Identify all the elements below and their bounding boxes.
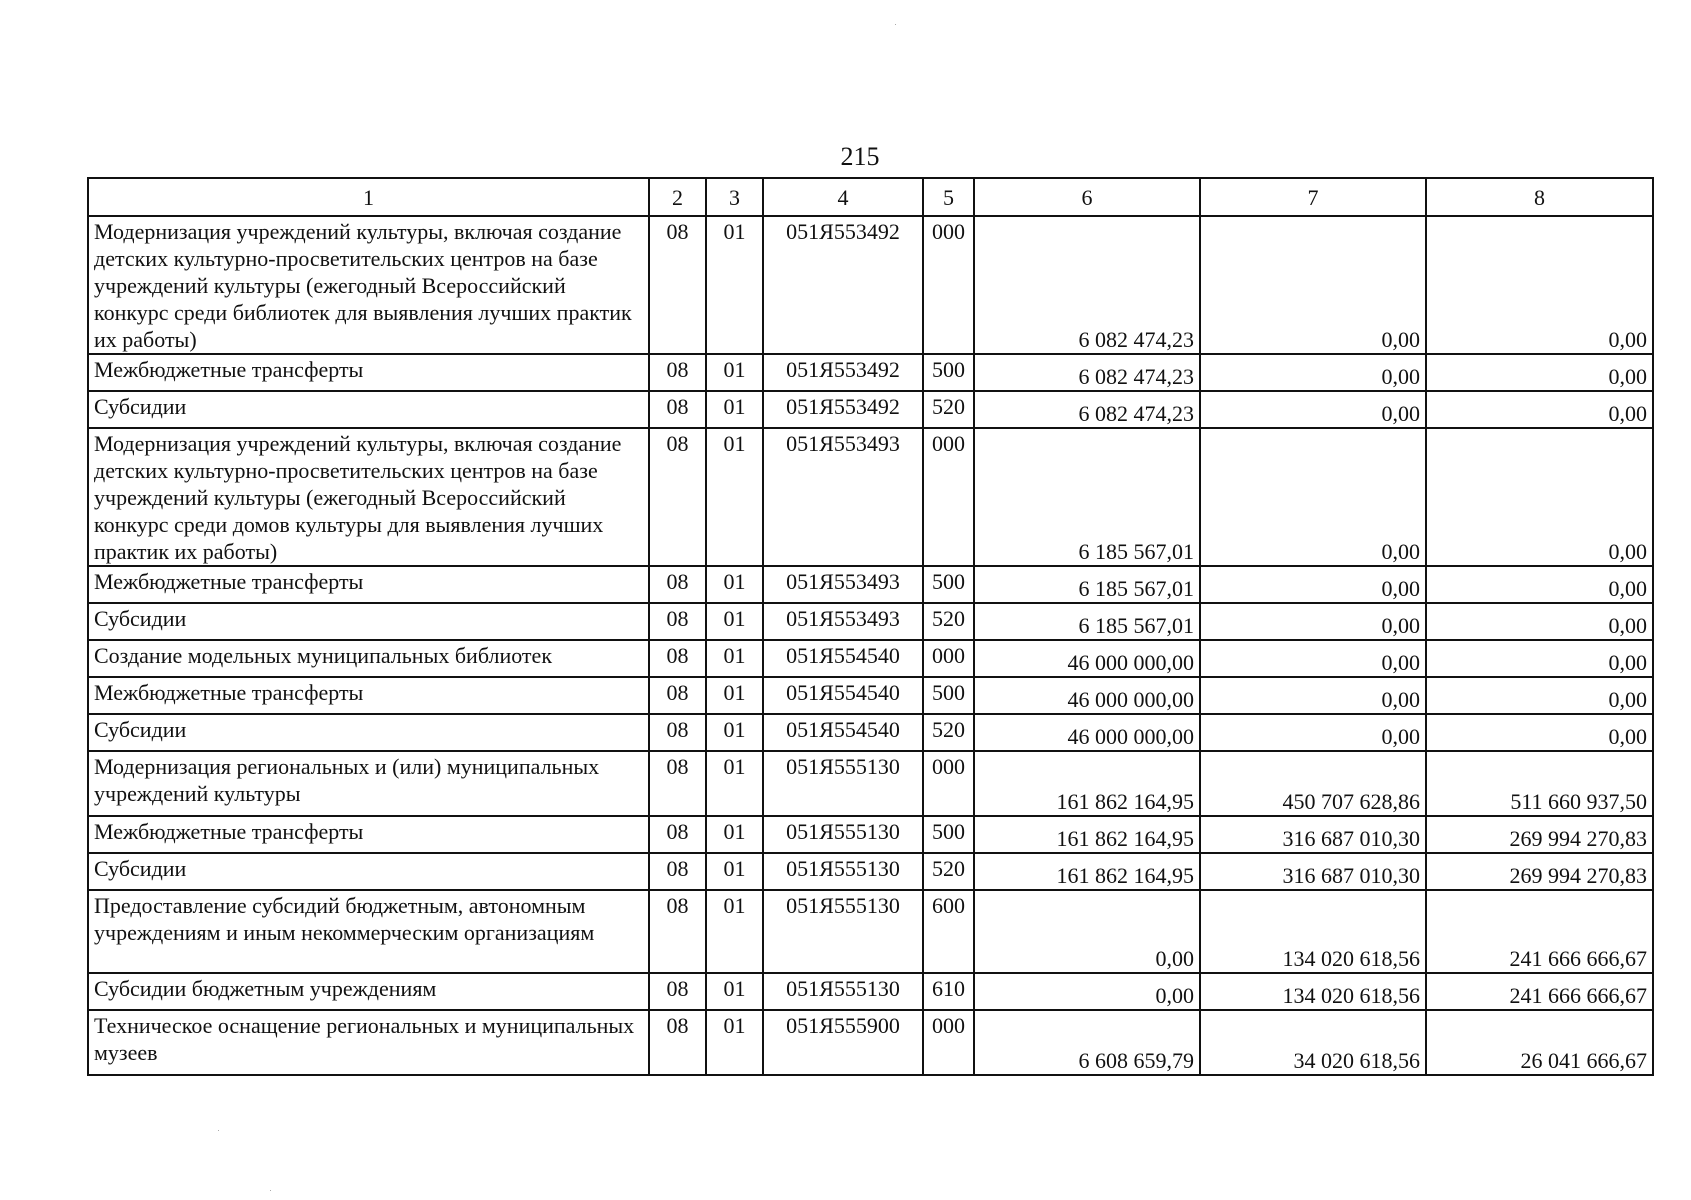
row-amount-7: 0,00 (1200, 354, 1426, 391)
row-subsection: 01 (706, 1010, 763, 1075)
table-row (88, 603, 1653, 640)
row-expense-type: 500 (923, 566, 974, 603)
row-expense-type: 000 (923, 216, 974, 354)
row-amount-6: 6 185 567,01 (974, 566, 1200, 603)
row-amount-6: 46 000 000,00 (974, 677, 1200, 714)
row-amount-6: 161 862 164,95 (974, 751, 1200, 816)
row-name: Предоставление субсидий бюджетным, автономным учреждениям и иным некоммерческим организациям (88, 890, 649, 973)
row-subsection: 01 (706, 428, 763, 566)
row-subsection: 01 (706, 816, 763, 853)
row-name: Модернизация учреждений культуры, включая создание детских культурно-просветительских центров на базе учреждений культуры (ежегодный Всероссийский конкурс среди домов культуры для выявления лучших практик их работы) (88, 428, 649, 566)
row-name: Межбюджетные трансферты (88, 816, 649, 853)
row-expense-type: 520 (923, 603, 974, 640)
row-expense-type: 000 (923, 1010, 974, 1075)
row-amount-8: 0,00 (1426, 566, 1653, 603)
row-amount-7: 0,00 (1200, 640, 1426, 677)
row-name: Субсидии (88, 714, 649, 751)
row-name: Создание модельных муниципальных библиотек (88, 640, 649, 677)
row-amount-6: 0,00 (974, 973, 1200, 1010)
table-row (88, 890, 1653, 973)
row-subsection: 01 (706, 640, 763, 677)
row-section: 08 (649, 853, 706, 890)
row-amount-7: 0,00 (1200, 391, 1426, 428)
scan-speck (218, 1130, 219, 1131)
row-amount-7: 0,00 (1200, 566, 1426, 603)
row-amount-6: 46 000 000,00 (974, 714, 1200, 751)
row-amount-7: 0,00 (1200, 216, 1426, 354)
row-amount-6: 46 000 000,00 (974, 640, 1200, 677)
row-amount-7: 316 687 010,30 (1200, 816, 1426, 853)
row-target-code: 051Я555130 (763, 853, 923, 890)
row-target-code: 051Я555130 (763, 973, 923, 1010)
row-name: Модернизация учреждений культуры, включая создание детских культурно-просветительских центров на базе учреждений культуры (ежегодный Всероссийский конкурс среди библиотек для выявления лучших практик их работы) (88, 216, 649, 354)
row-amount-8: 269 994 270,83 (1426, 853, 1653, 890)
row-section: 08 (649, 216, 706, 354)
table-row (88, 428, 1653, 566)
row-expense-type: 500 (923, 354, 974, 391)
table-row (88, 354, 1653, 391)
scan-speck (270, 1190, 271, 1191)
row-target-code: 051Я553493 (763, 566, 923, 603)
row-expense-type: 600 (923, 890, 974, 973)
row-amount-8: 0,00 (1426, 640, 1653, 677)
row-amount-6: 161 862 164,95 (974, 853, 1200, 890)
row-amount-8: 0,00 (1426, 603, 1653, 640)
row-target-code: 051Я553493 (763, 603, 923, 640)
table-row (88, 391, 1653, 428)
row-subsection: 01 (706, 216, 763, 354)
row-subsection: 01 (706, 890, 763, 973)
row-expense-type: 610 (923, 973, 974, 1010)
header-cell: 3 (706, 178, 763, 216)
row-expense-type: 520 (923, 853, 974, 890)
row-subsection: 01 (706, 603, 763, 640)
row-expense-type: 000 (923, 428, 974, 566)
row-expense-type: 000 (923, 751, 974, 816)
row-amount-8: 269 994 270,83 (1426, 816, 1653, 853)
header-cell: 5 (923, 178, 974, 216)
header-cell: 7 (1200, 178, 1426, 216)
row-subsection: 01 (706, 391, 763, 428)
row-target-code: 051Я554540 (763, 677, 923, 714)
row-section: 08 (649, 1010, 706, 1075)
header-cell: 4 (763, 178, 923, 216)
row-amount-7: 134 020 618,56 (1200, 973, 1426, 1010)
row-section: 08 (649, 603, 706, 640)
budget-table (87, 177, 1654, 1076)
row-target-code: 051Я554540 (763, 714, 923, 751)
row-section: 08 (649, 714, 706, 751)
table-row (88, 816, 1653, 853)
row-amount-8: 26 041 666,67 (1426, 1010, 1653, 1075)
row-expense-type: 000 (923, 640, 974, 677)
row-section: 08 (649, 890, 706, 973)
row-amount-6: 6 185 567,01 (974, 428, 1200, 566)
row-name: Субсидии (88, 853, 649, 890)
table-row (88, 714, 1653, 751)
row-target-code: 051Я553493 (763, 428, 923, 566)
header-row (88, 178, 1653, 216)
row-amount-8: 0,00 (1426, 677, 1653, 714)
scan-speck (895, 24, 896, 25)
row-expense-type: 520 (923, 714, 974, 751)
row-section: 08 (649, 640, 706, 677)
row-section: 08 (649, 391, 706, 428)
row-target-code: 051Я555130 (763, 751, 923, 816)
row-name: Субсидии (88, 603, 649, 640)
row-subsection: 01 (706, 853, 763, 890)
header-cell: 6 (974, 178, 1200, 216)
row-amount-6: 0,00 (974, 890, 1200, 973)
row-amount-8: 241 666 666,67 (1426, 890, 1653, 973)
row-amount-8: 241 666 666,67 (1426, 973, 1653, 1010)
row-section: 08 (649, 566, 706, 603)
row-name: Модернизация региональных и (или) муниципальных учреждений культуры (88, 751, 649, 816)
row-amount-7: 0,00 (1200, 428, 1426, 566)
row-name: Межбюджетные трансферты (88, 566, 649, 603)
row-expense-type: 500 (923, 677, 974, 714)
row-target-code: 051Я553492 (763, 391, 923, 428)
row-name: Межбюджетные трансферты (88, 354, 649, 391)
table-row (88, 751, 1653, 816)
row-amount-8: 0,00 (1426, 216, 1653, 354)
row-amount-6: 6 082 474,23 (974, 216, 1200, 354)
header-cell: 8 (1426, 178, 1653, 216)
row-target-code: 051Я553492 (763, 216, 923, 354)
table-row (88, 566, 1653, 603)
table-row (88, 640, 1653, 677)
page-number: 215 (840, 142, 880, 171)
row-name: Межбюджетные трансферты (88, 677, 649, 714)
row-subsection: 01 (706, 566, 763, 603)
row-section: 08 (649, 816, 706, 853)
row-amount-7: 34 020 618,56 (1200, 1010, 1426, 1075)
row-target-code: 051Я555900 (763, 1010, 923, 1075)
row-section: 08 (649, 751, 706, 816)
table-row (88, 216, 1653, 354)
row-subsection: 01 (706, 714, 763, 751)
row-amount-6: 6 608 659,79 (974, 1010, 1200, 1075)
row-amount-6: 6 082 474,23 (974, 354, 1200, 391)
header-cell: 1 (88, 178, 649, 216)
row-amount-7: 134 020 618,56 (1200, 890, 1426, 973)
row-amount-7: 0,00 (1200, 603, 1426, 640)
row-amount-8: 0,00 (1426, 391, 1653, 428)
row-amount-7: 450 707 628,86 (1200, 751, 1426, 816)
row-section: 08 (649, 973, 706, 1010)
row-subsection: 01 (706, 354, 763, 391)
row-subsection: 01 (706, 751, 763, 816)
row-amount-7: 0,00 (1200, 714, 1426, 751)
row-target-code: 051Я553492 (763, 354, 923, 391)
row-amount-6: 6 185 567,01 (974, 603, 1200, 640)
row-section: 08 (649, 677, 706, 714)
row-amount-8: 0,00 (1426, 428, 1653, 566)
row-section: 08 (649, 428, 706, 566)
row-name: Субсидии бюджетным учреждениям (88, 973, 649, 1010)
row-target-code: 051Я554540 (763, 640, 923, 677)
row-amount-8: 0,00 (1426, 354, 1653, 391)
row-name: Субсидии (88, 391, 649, 428)
row-amount-8: 0,00 (1426, 714, 1653, 751)
table-row (88, 1010, 1653, 1075)
row-amount-6: 161 862 164,95 (974, 816, 1200, 853)
row-subsection: 01 (706, 973, 763, 1010)
table-row (88, 677, 1653, 714)
row-amount-6: 6 082 474,23 (974, 391, 1200, 428)
row-section: 08 (649, 354, 706, 391)
header-cell: 2 (649, 178, 706, 216)
row-amount-8: 511 660 937,50 (1426, 751, 1653, 816)
row-target-code: 051Я555130 (763, 890, 923, 973)
row-amount-7: 316 687 010,30 (1200, 853, 1426, 890)
table-row (88, 853, 1653, 890)
row-expense-type: 520 (923, 391, 974, 428)
table-row (88, 973, 1653, 1010)
row-amount-7: 0,00 (1200, 677, 1426, 714)
row-expense-type: 500 (923, 816, 974, 853)
row-name: Техническое оснащение региональных и муниципальных музеев (88, 1010, 649, 1075)
row-subsection: 01 (706, 677, 763, 714)
row-target-code: 051Я555130 (763, 816, 923, 853)
